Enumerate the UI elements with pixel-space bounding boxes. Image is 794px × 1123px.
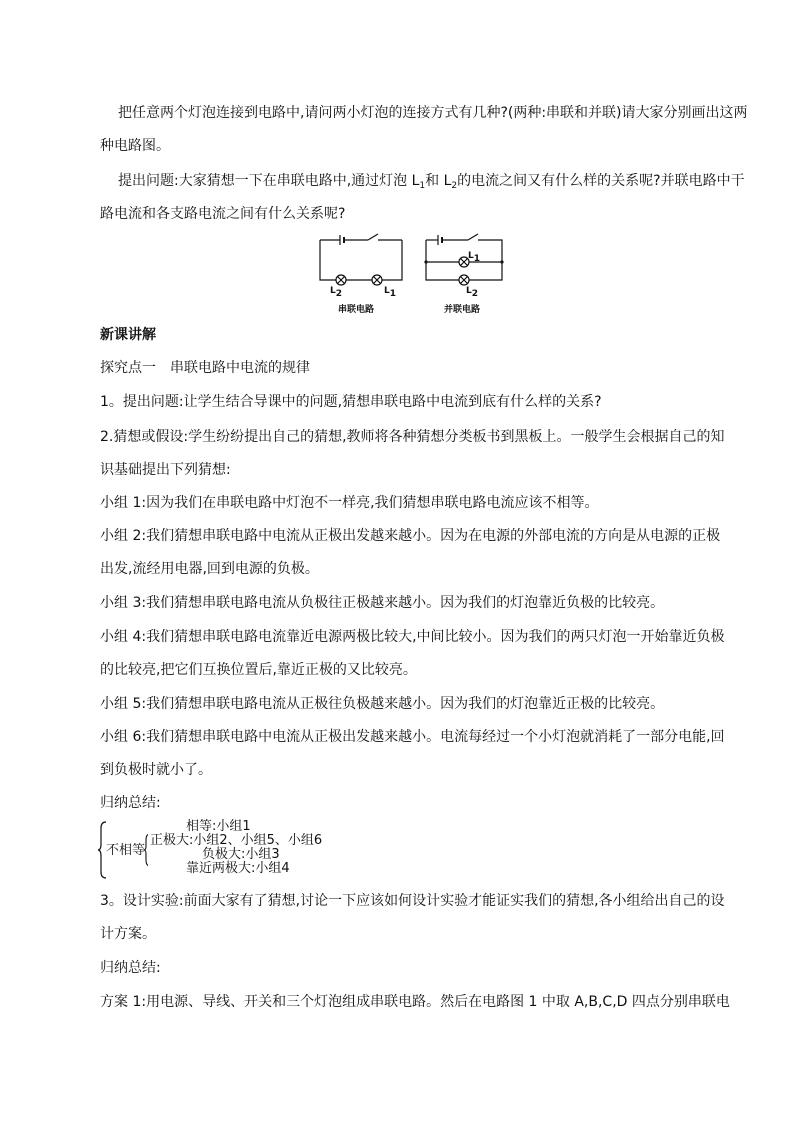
- series-circuit-caption: 串联电路: [338, 305, 375, 315]
- label-text: L: [384, 286, 390, 296]
- subscript: 1: [419, 181, 426, 191]
- series-lamp-l1-cross: [374, 277, 381, 284]
- item-1: 1。提出问题:让学生结合导课中的问题,猜想串联电路中电流到底有什么样的关系?: [100, 394, 602, 410]
- paragraph-1-line-2: 种电路图。: [100, 138, 170, 154]
- group-3: 小组 3:我们猜想串联电路电流从负极往正极越来越小。因为我们的灯泡靠近负极的比较亮。: [100, 595, 665, 611]
- series-wire-right: [382, 240, 402, 280]
- brace-not-equal: 不相等: [106, 843, 146, 858]
- subscript: 2: [451, 181, 458, 191]
- paragraph-2-line-1: [118, 165, 745, 198]
- label-text: L: [468, 251, 474, 261]
- parallel-junction-right: [500, 260, 503, 263]
- outer-brace: [98, 822, 106, 878]
- text-run: 提出问题:大家猜想一下在串联电路中,通过灯泡 L: [118, 173, 420, 189]
- brace-positive-big: 正极大:小组2、小组5、小组6: [150, 833, 323, 848]
- parallel-switch-blade: [468, 234, 478, 240]
- series-switch-blade: [368, 234, 378, 240]
- item-2-line-1: 2.猜想或假设:学生纷纷提出自己的猜想,教师将各种猜想分类板书到黑板上。一般学生会根据自己的知: [100, 429, 725, 445]
- parallel-lamp-l1-cross: [461, 259, 468, 266]
- group-6-line-1: 小组 6:我们猜想串联电路中电流从正极出发越来越小。电流每经过一个小灯泡就消耗了一部分电能,回: [100, 729, 725, 745]
- label-sub: 1: [473, 254, 481, 264]
- group-1: 小组 1:因为我们在串联电路中灯泡不一样亮,我们猜想串联电路电流应该不相等。: [100, 495, 599, 511]
- item-3-line-2: 计方案。: [100, 926, 156, 942]
- series-l1-label: [384, 286, 397, 299]
- parallel-outer-loop: [426, 240, 502, 280]
- explore-point-heading: 探究点一 串联电路中电流的规律: [100, 360, 310, 376]
- label-sub: 1: [389, 289, 397, 299]
- parallel-junction-left: [424, 260, 427, 263]
- brace-equal: 相等:小组1: [186, 819, 251, 834]
- group-6-line-2: 到负极时就小了。: [100, 762, 212, 778]
- parallel-l2-label: [466, 286, 479, 299]
- group-2-line-1: 小组 2:我们猜想串联电路中电流从正极出发越来越小。因为在电源的外部电流的方向是从电源的正极: [100, 528, 721, 544]
- summary-label-2: 归纳总结:: [100, 960, 161, 976]
- label-sub: 2: [335, 289, 343, 299]
- parallel-l1-label: [468, 251, 481, 264]
- group-2-line-2: 出发,流经用电器,回到电源的负极。: [100, 561, 319, 577]
- summary-label-1: 归纳总结:: [100, 795, 161, 811]
- brace-negative-big: 负极大:小组3: [202, 847, 280, 862]
- label-text: L: [330, 286, 336, 296]
- series-lamp-l2-cross: [338, 277, 345, 284]
- plan-1: 方案 1:用电源、导线、开关和三个灯泡组成串联电路。然后在电路图 1 中取 A,B,C,D 四点分别串联电: [100, 994, 730, 1010]
- group-5: 小组 5:我们猜想串联电路电流从正极往负极越来越小。因为我们的灯泡靠近正极的比较亮。: [100, 696, 665, 712]
- series-l2-label: [330, 286, 343, 299]
- text-run: 的电流之间又有什么样的关系呢?并联电路中干: [457, 173, 745, 189]
- paragraph-1-line-1: 把任意两个灯泡连接到电路中,请问两小灯泡的连接方式有几种?(两种:串联和并联)请大家分别画出这两: [118, 105, 748, 121]
- group-4-line-1: 小组 4:我们猜想串联电路电流靠近电源两极比较大,中间比较小。因为我们的两只灯泡一开始靠近负极: [100, 629, 725, 645]
- item-2-line-2: 识基础提出下列猜想:: [100, 462, 231, 478]
- parallel-circuit-caption: 并联电路: [444, 305, 481, 315]
- paragraph-2-line-2: 路电流和各支路电流之间有什么关系呢?: [100, 206, 346, 222]
- item-3-line-1: 3。设计实验:前面大家有了猜想,讨论一下应该如何设计实验才能证实我们的猜想,各小组给出自己的设: [100, 893, 725, 909]
- group-4-line-2: 的比较亮,把它们互换位置后,靠近正极的又比较亮。: [100, 662, 417, 678]
- series-wire-left: [320, 240, 336, 280]
- guess-classification-brace: [98, 820, 358, 880]
- text-run: 和 L: [425, 173, 452, 189]
- section-title: 新课讲解: [100, 327, 156, 343]
- circuit-diagrams-figure: [316, 232, 506, 316]
- label-text: L: [466, 286, 472, 296]
- label-sub: 2: [471, 289, 479, 299]
- brace-near-both: 靠近两极大:小组4: [186, 861, 290, 876]
